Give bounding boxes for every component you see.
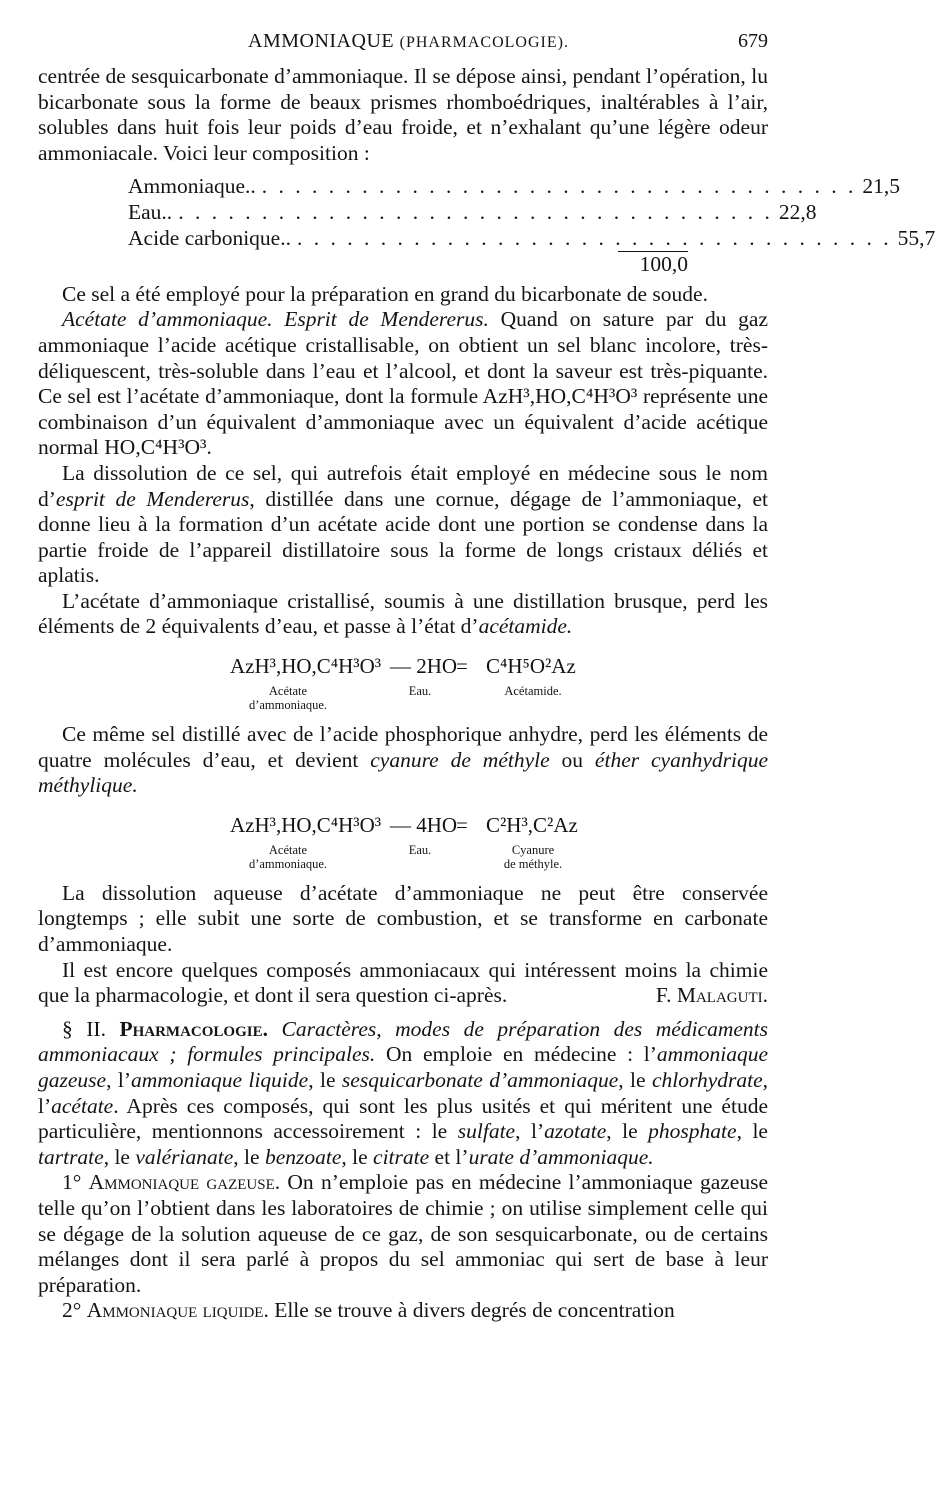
paragraph-intro: centrée de sesquicarbonate d’ammoniaque. Il se dépose ainsi, pendant l’opération, lu bicarbonate sous la forme de beaux prismes rhomboédriques, inaltérables à l’air, solubles dans huit fois leur poids d’eau froide, et n’exhalant qu’une légère odeur ammoniacale. Voici leur composition :: [38, 64, 768, 165]
header-title: AMMONIAQUE (PHARMACOLOGIE).: [248, 30, 569, 52]
section-pharmacologie: § II. Pharmacologie. Caractères, modes de préparation des médicaments ammoniacaux ; formules principales. On emploie en médecine : l’ammoniaque gazeuse, l’ammoniaque liquide, le sesquicarbonate d’ammoniaque, le chlorhydrate, l’acétate. Après ces composés, qui sont les plus usités et qui méritent une étude particulière, mentionnons accessoirement : le sulfate, l’azotate, le phosphate, le tartrate, le valérianate, le benzoate, le citrate et l’urate d’ammoniaque.: [38, 1016, 769, 1169]
equation-cyanure: AzH³,HO,C⁴H³O³ — 4HO = C²H³,C²Az Acétate d’ammoniaque. Eau. Cyanure de méthyle.: [230, 812, 578, 871]
running-header: [38, 30, 768, 64]
caption-acetate: Acétate d’ammoniaque.: [248, 684, 328, 713]
paragraph-liquide: 2° Ammoniaque liquide. Elle se trouve à divers degrés de concentration: [62, 1298, 675, 1323]
paragraph-aqueous: La dissolution aqueuse d’acétate d’ammoniaque ne peut être conservée longtemps ; elle subit une sorte de combustion, et se transforme en carbonate d’ammoniaque.: [38, 880, 768, 957]
paragraph-phosphoric: Ce même sel distillé avec de l’acide phosphorique anhydre, perd les éléments de quatre molécules d’eau, et devient cyanure de méthyle ou éther cyanhydrique méthylique.: [38, 722, 768, 798]
paragraph-dissolution: La dissolution de ce sel, qui autrefois était employé en médecine sous le nom d’esprit de Mendererus, distillée dans une cornue, dégage de l’ammoniaque, et donne lieu à la formation d’un acétate acide dont une portion se condense dans la partie froide de l’appareil distillatoire sous la forme de longs cristaux déliés et aplatis.: [38, 460, 768, 588]
equation-acetamide: AzH³,HO,C⁴H³O³ — 2HO = C⁴H⁵O²Az Acétate d’ammoniaque. Eau. Acétamide.: [230, 654, 576, 713]
header-subtitle: (PHARMACOLOGIE).: [399, 34, 569, 51]
composition-row: Acide carbonique.. . . . . . . . . . . . . . . . . . . . . . . . . . . . . . . . . . . . . 55,7: [128, 225, 935, 250]
author-signature: F. Malaguti.: [655, 983, 768, 1008]
paragraph-acetate: Acétate d’ammoniaque. Esprit de Mendererus. Quand on sature par du gaz ammoniaque l’acide acétique cristallisable, on obtient un sel blanc incolore, très-déliquescent, très-soluble dans l’eau et l’alcool, et dont la saveur est très-piquante. Ce sel est l’acétate d’ammoniaque, dont la formule AzH³,HO,C⁴H³O³ représente une combinaison d’un équivalent d’ammoniaque avec un équivalent d’acide acétique normal HO,C⁴H³O³.: [38, 307, 769, 460]
composition-row: Ammoniaque.. . . . . . . . . . . . . . . . . . . . . . . . . . . . . . . . . . . . . 21,5: [128, 174, 901, 199]
composition-total: 100,0: [128, 251, 688, 278]
paragraph-distillation: L’acétate d’ammoniaque cristallisé, soumis à une distillation brusque, perd les éléments de 2 équivalents d’eau, et passe à l’état d’acétamide.: [38, 588, 768, 639]
composition-row: Eau.. . . . . . . . . . . . . . . . . . . . . . . . . . . . . . . . . . . . . 22,8: [128, 199, 817, 224]
paragraph-usage: Ce sel a été employé pour la préparation en grand du bicarbonate de soude.: [62, 281, 708, 306]
composition-table: [128, 174, 935, 277]
paragraph-gazeuse: 1° Ammoniaque gazeuse. On n’emploie pas en médecine l’ammoniaque gazeuse telle qu’on l’obtient dans les laboratoires de chimie ; on utilise simplement celle qui se dégage de la solution aqueuse de ce gaz, de son sesquicarbonate, ou de certains mélanges dont il sera parlé à propos du sel ammoniac qui sert de base à leur préparation.: [38, 1170, 769, 1297]
page-number: 679: [738, 30, 768, 52]
section-heading: Pharmacologie.: [119, 1016, 268, 1041]
page: [38, 30, 935, 1324]
paragraph-closing: Il est encore quelques composés ammoniacaux qui intéressent moins la chimie que la pharmacologie, et dont il sera question ci-après. F. Malaguti.: [38, 957, 768, 1008]
